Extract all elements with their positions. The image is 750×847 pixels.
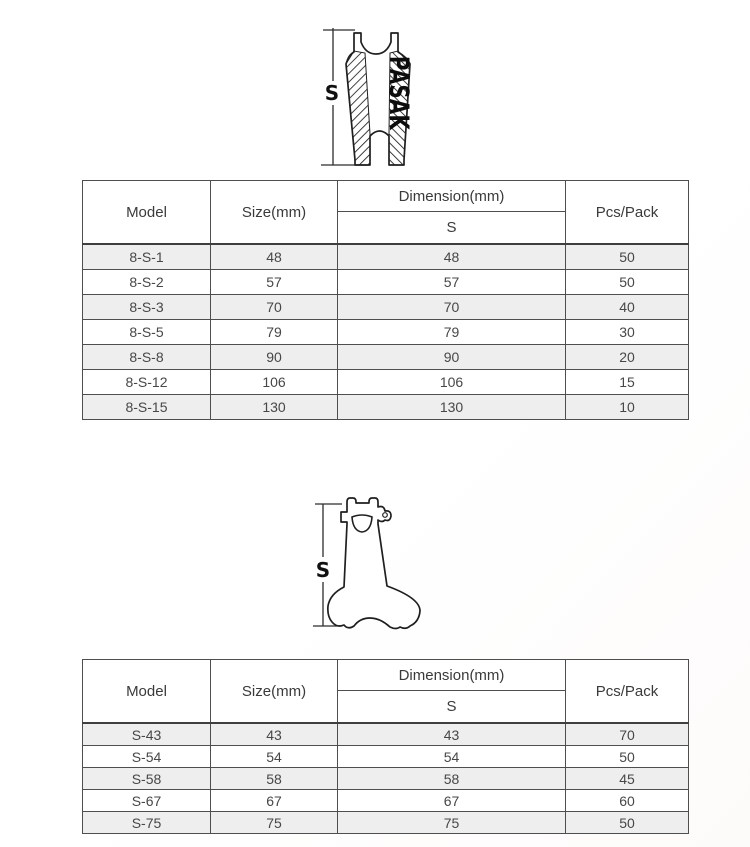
spec-table-top bbox=[82, 180, 689, 420]
table-cell: 8-S-12 bbox=[83, 370, 211, 395]
header-model: Model bbox=[83, 181, 211, 245]
table-cell: 130 bbox=[338, 395, 566, 420]
header-size: Size(mm) bbox=[211, 660, 338, 724]
table-row bbox=[83, 244, 689, 270]
knob-hole bbox=[383, 513, 388, 518]
table-cell: 60 bbox=[566, 790, 689, 812]
table-cell: 57 bbox=[211, 270, 338, 295]
table-cell: 70 bbox=[566, 723, 689, 746]
table-cell: 43 bbox=[211, 723, 338, 746]
header-size: Size(mm) bbox=[211, 181, 338, 245]
table-cell: 58 bbox=[338, 768, 566, 790]
table-cell: 50 bbox=[566, 270, 689, 295]
header-dimension-s: S bbox=[338, 691, 566, 724]
table-cell: S-43 bbox=[83, 723, 211, 746]
table-row bbox=[83, 345, 689, 370]
dimension-label: S bbox=[324, 81, 340, 105]
table-cell: 15 bbox=[566, 370, 689, 395]
table-cell: 79 bbox=[211, 320, 338, 345]
table-cell: S-75 bbox=[83, 812, 211, 834]
table-cell: 48 bbox=[338, 244, 566, 270]
table-cell: 50 bbox=[566, 746, 689, 768]
table-cell: 79 bbox=[338, 320, 566, 345]
table-cell: 50 bbox=[566, 244, 689, 270]
table-cell: 54 bbox=[338, 746, 566, 768]
table-row bbox=[83, 723, 689, 746]
table-row bbox=[83, 295, 689, 320]
header-pcs: Pcs/Pack bbox=[566, 660, 689, 724]
dimension-label: S bbox=[315, 558, 331, 582]
table-row bbox=[83, 270, 689, 295]
table-cell: 75 bbox=[338, 812, 566, 834]
table-cell: 70 bbox=[211, 295, 338, 320]
table-row bbox=[83, 370, 689, 395]
table-header bbox=[83, 660, 689, 724]
table-cell: S-54 bbox=[83, 746, 211, 768]
latch-spring-drawing bbox=[300, 3, 435, 171]
table-cell: S-67 bbox=[83, 790, 211, 812]
header-dimension: Dimension(mm) bbox=[338, 181, 566, 212]
spec-table-bottom bbox=[82, 659, 689, 834]
table-cell: 67 bbox=[338, 790, 566, 812]
table-cell: S-58 bbox=[83, 768, 211, 790]
table-cell: 8-S-2 bbox=[83, 270, 211, 295]
table-cell: 106 bbox=[211, 370, 338, 395]
table-header bbox=[83, 181, 689, 245]
table-cell: 106 bbox=[338, 370, 566, 395]
latch-plate-drawing bbox=[303, 486, 448, 644]
table-cell: 70 bbox=[338, 295, 566, 320]
header-dimension: Dimension(mm) bbox=[338, 660, 566, 691]
table-cell: 75 bbox=[211, 812, 338, 834]
table-cell: 54 bbox=[211, 746, 338, 768]
table-cell: 67 bbox=[211, 790, 338, 812]
header-dimension-s: S bbox=[338, 212, 566, 245]
table-cell: 8-S-1 bbox=[83, 244, 211, 270]
table-cell: 8-S-5 bbox=[83, 320, 211, 345]
table-cell: 10 bbox=[566, 395, 689, 420]
header-pcs: Pcs/Pack bbox=[566, 181, 689, 245]
brand-stamp: PASAK bbox=[383, 56, 414, 158]
header-model: Model bbox=[83, 660, 211, 724]
table-cell: 90 bbox=[338, 345, 566, 370]
table-cell: 48 bbox=[211, 244, 338, 270]
table-row bbox=[83, 768, 689, 790]
table-cell: 43 bbox=[338, 723, 566, 746]
table-cell: 90 bbox=[211, 345, 338, 370]
table-cell: 45 bbox=[566, 768, 689, 790]
table-cell: 40 bbox=[566, 295, 689, 320]
table-cell: 8-S-15 bbox=[83, 395, 211, 420]
table-row bbox=[83, 395, 689, 420]
latch-outline bbox=[328, 498, 420, 629]
table-cell: 8-S-8 bbox=[83, 345, 211, 370]
table-cell: 130 bbox=[211, 395, 338, 420]
table-row bbox=[83, 812, 689, 834]
table-cell: 20 bbox=[566, 345, 689, 370]
table-row bbox=[83, 790, 689, 812]
table-cell: 57 bbox=[338, 270, 566, 295]
table-body bbox=[83, 244, 689, 420]
table-cell: 30 bbox=[566, 320, 689, 345]
table-row bbox=[83, 746, 689, 768]
table-body bbox=[83, 723, 689, 834]
table-cell: 58 bbox=[211, 768, 338, 790]
table-row bbox=[83, 320, 689, 345]
table-cell: 50 bbox=[566, 812, 689, 834]
table-cell: 8-S-3 bbox=[83, 295, 211, 320]
